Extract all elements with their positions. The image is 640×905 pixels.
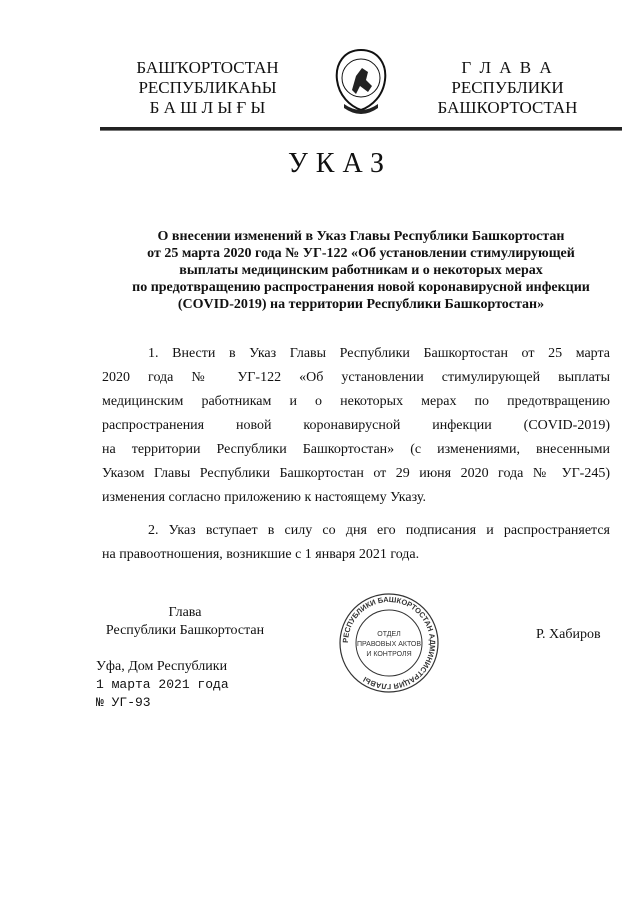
stamp-line: ПРАВОВЫХ АКТОВ (356, 641, 422, 648)
official-stamp (338, 592, 440, 694)
body-line: 1. Внести в Указ Главы Республики Башкортостан от 25 марта (148, 346, 610, 361)
body-line: Указом Главы Республики Башкортостан от 29 июня 2020 года № УГ-245) (102, 466, 610, 481)
header-right-line: БАШКОРТОСТАН (437, 98, 578, 117)
position-line: Республики Башкортостан (105, 623, 265, 638)
title-line: выплаты медицинским работникам и о некоторых мерах (179, 263, 543, 278)
signatory-name: Р. Хабиров (536, 627, 601, 642)
header-left-line: РЕСПУБЛИКАҺЫ (138, 78, 277, 97)
body-line: на территории Республики Башкортостан» (с изменениями, внесенными (102, 442, 610, 457)
document-title (100, 228, 622, 313)
signing-place: Уфа, Дом Республики (96, 659, 228, 674)
title-line: от 25 марта 2020 года № УГ-122 «Об установлении стимулирующей (147, 246, 575, 261)
position-line: Глава (168, 605, 202, 620)
body-line: 2020 года № УГ-122 «Об установлении стимулирующей выплаты (102, 370, 610, 385)
stamp-line: ОТДЕЛ (377, 631, 401, 638)
body-line: изменения согласно приложению к настоящему Указу. (102, 490, 426, 505)
header-left-line: Б А Ш Л Ы Ғ Ы (149, 98, 266, 117)
signatory-position (100, 604, 270, 640)
signing-date: 1 марта 2021 года (96, 677, 229, 692)
header-left (120, 58, 295, 118)
stamp-ring-text: РЕСПУБЛИКИ БАШКОРТОСТАН АДМИНИСТРАЦИЯ ГЛАВЫ (340, 594, 438, 692)
body-line: распространения новой коронавирусной инфекции (COVID-2019) (102, 418, 610, 433)
document-type: УКАЗ (287, 148, 393, 179)
body-line: на правоотношения, возникшие с 1 января 2021 года. (102, 547, 420, 562)
title-line: по предотвращению распространения новой коронавирусной инфекции (132, 280, 590, 295)
header-right-line: РЕСПУБЛИКИ (451, 78, 564, 97)
header-left-line: БАШҠОРТОСТАН (136, 58, 279, 77)
title-line: О внесении изменений в Указ Главы Республики Башкортостан (157, 229, 565, 244)
header-right (420, 58, 595, 118)
body-line: медицинским работникам и о некоторых мерах по предотвращению (102, 394, 610, 409)
decree-number: № УГ-93 (96, 695, 151, 710)
coat-of-arms-emblem-icon (332, 46, 390, 122)
header-right-line: Г Л А В А (461, 58, 554, 77)
stamp-line: И КОНТРОЛЯ (366, 651, 412, 658)
title-line: (COVID-2019) на территории Республики Башкортостан» (177, 297, 545, 312)
body-line: 2. Указ вступает в силу со дня его подписания и распространяется (148, 523, 610, 538)
header-divider (100, 127, 622, 131)
